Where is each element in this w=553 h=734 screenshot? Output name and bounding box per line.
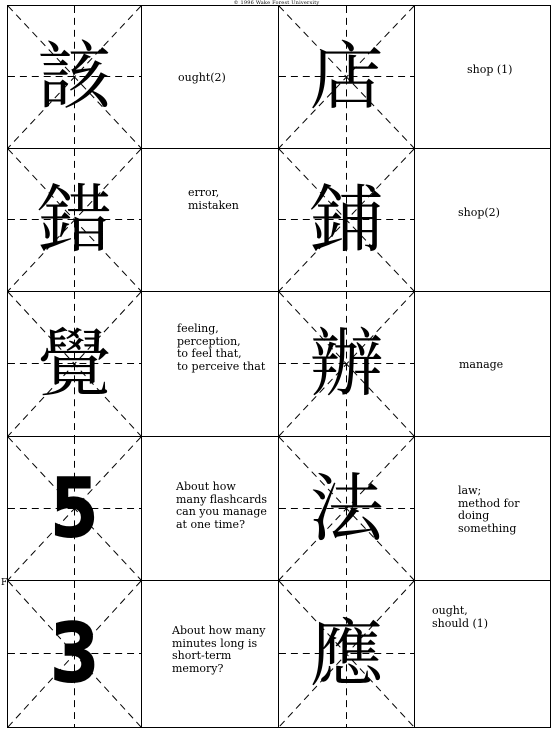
meaning-card	[142, 292, 279, 437]
chinese-character: 覺	[37, 321, 112, 407]
chinese-character: 法	[309, 465, 384, 552]
meaning-card	[415, 6, 551, 149]
meaning-text: error, mistaken	[188, 186, 239, 212]
character-card	[8, 149, 142, 292]
card-row	[8, 437, 551, 581]
meaning-text: feeling, perception, to feel that, to perceive that	[177, 322, 266, 373]
question-text: About how many minutes long is short-term memory?	[172, 624, 266, 675]
meaning-text: law; method for doing something	[458, 484, 520, 535]
character-card	[8, 292, 142, 437]
question-card	[142, 581, 279, 728]
meaning-text: manage	[459, 358, 504, 371]
question-card	[142, 437, 279, 581]
character-card	[279, 149, 415, 292]
meaning-text: ought, should (1)	[432, 604, 489, 630]
character-card	[279, 6, 415, 149]
meaning-card	[142, 6, 279, 149]
card-row	[8, 149, 551, 292]
chinese-character: 應	[309, 611, 384, 697]
card-row	[8, 292, 551, 437]
meaning-card	[415, 292, 551, 437]
chinese-character: 該	[37, 34, 112, 120]
meaning-text: shop (1)	[467, 63, 513, 76]
number-glyph: 5	[50, 461, 99, 555]
copyright-notice: © 1996 Wake Forest University	[233, 0, 320, 6]
card-row	[8, 581, 551, 728]
chinese-character: 鋪	[309, 177, 384, 263]
character-card	[279, 292, 415, 437]
number-card	[8, 437, 142, 581]
meaning-card	[415, 581, 551, 728]
question-text: About how many flashcards can you manage at one time?	[176, 480, 268, 531]
meaning-card	[415, 437, 551, 581]
chinese-character: 店	[309, 34, 384, 120]
meaning-card	[142, 149, 279, 292]
meaning-card	[415, 149, 551, 292]
character-card	[279, 581, 415, 728]
number-card	[8, 581, 142, 728]
margin-marker: F	[1, 578, 8, 588]
meaning-text: shop(2)	[458, 206, 500, 219]
number-glyph: 3	[50, 607, 99, 700]
character-card	[8, 6, 142, 149]
meaning-text: ought(2)	[178, 71, 226, 84]
character-card	[279, 437, 415, 581]
card-row	[8, 6, 551, 149]
chinese-character: 錯	[37, 177, 112, 263]
flashcard-sheet	[7, 5, 551, 728]
chinese-character: 辦	[309, 321, 384, 407]
